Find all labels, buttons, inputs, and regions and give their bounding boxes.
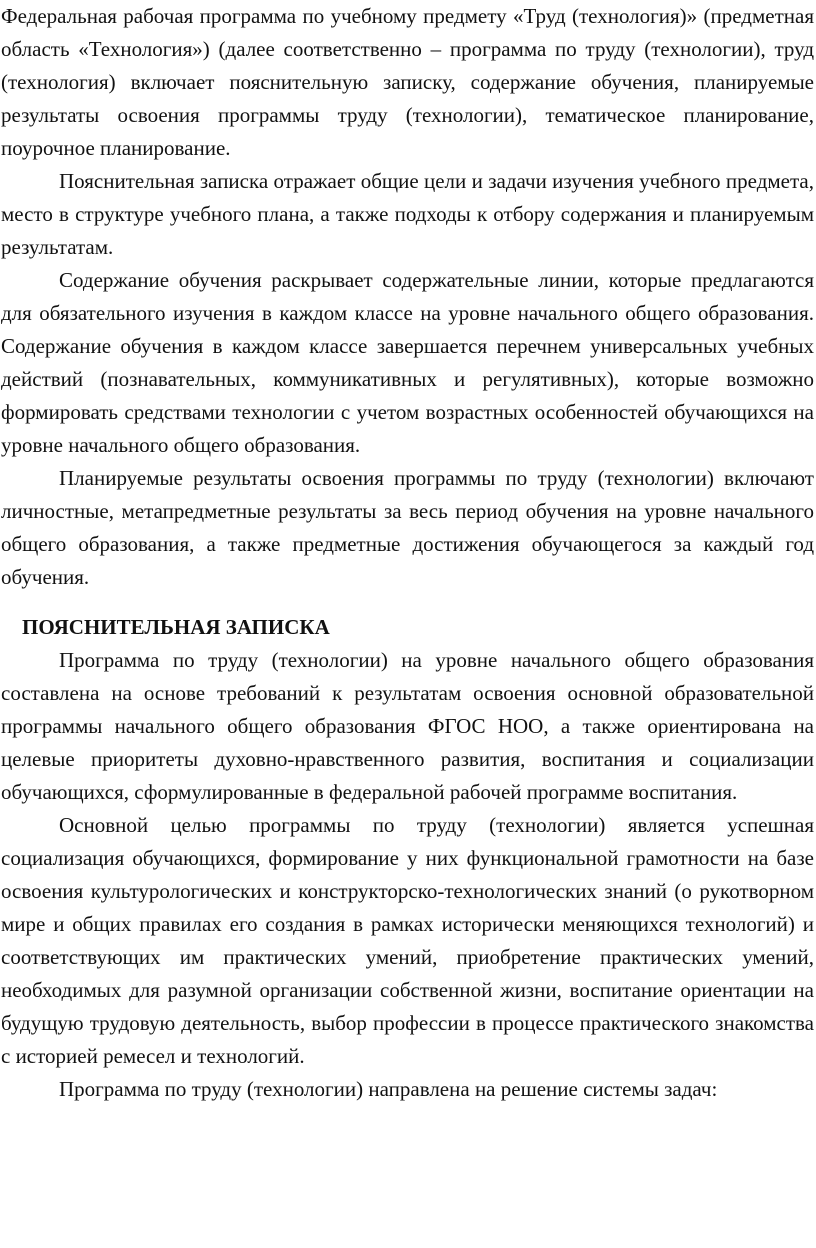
intro-paragraph-4: Планируемые результаты освоения программы по труду (технологии) включают личностные, метапредметные результаты за весь период обучения на уровне начального общего образования, а также предметные достижения обучающегося за каждый год обучения. (1, 466, 814, 589)
intro-paragraph-3: Содержание обучения раскрывает содержательные линии, которые предлагаются для обязательного изучения в каждом классе на уровне начального общего образования. Содержание обучения в каждом классе завершается перечнем универсальных учебных действий (познавательных, коммуникативных и регулятивных), которые возможно формировать средствами технологии с учетом возрастных особенностей обучающихся на уровне начального общего образования. (1, 268, 814, 457)
section-paragraph-3: Программа по труду (технологии) направлена на решение системы задач: (59, 1077, 718, 1101)
section-paragraph-2: Основной целью программы по труду (технологии) является успешная социализация обучающихся, формирование у них функциональной грамотности на базе освоения культурологических и конструкторско-технологических знаний (о рукотворном мире и общих правилах его создания в рамках исторически меняющихся технологий) и соответствующих им практических умений, приобретение практических умений, необходимых для разумной организации собственной жизни, воспитание ориентации на будущую трудовую деятельность, выбор профессии в процессе практического знакомства с историей ремесел и технологий. (1, 813, 814, 1068)
intro-paragraph-1: Федеральная рабочая программа по учебному предмету «Труд (технология)» (предметная область «Технология») (далее соответственно – программа по труду (технологии), труд (технология) включает пояснительную записку, содержание обучения, планируемые результаты освоения программы труду (технологии), тематическое планирование, поурочное планирование. (1, 4, 814, 160)
section-paragraph-1: Программа по труду (технологии) на уровне начального общего образования составлена на основе требований к результатам освоения основной образовательной программы начального общего образования ФГОС НОО, а также ориентирована на целевые приоритеты духовно-нравственного развития, воспитания и социализации обучающихся, сформулированные в федеральной рабочей программе воспитания. (1, 648, 814, 804)
intro-paragraph-2: Пояснительная записка отражает общие цели и задачи изучения учебного предмета, место в структуре учебного плана, а также подходы к отбору содержания и планируемым результатам. (1, 169, 814, 259)
section-heading: ПОЯСНИТЕЛЬНАЯ ЗАПИСКА (22, 615, 330, 639)
